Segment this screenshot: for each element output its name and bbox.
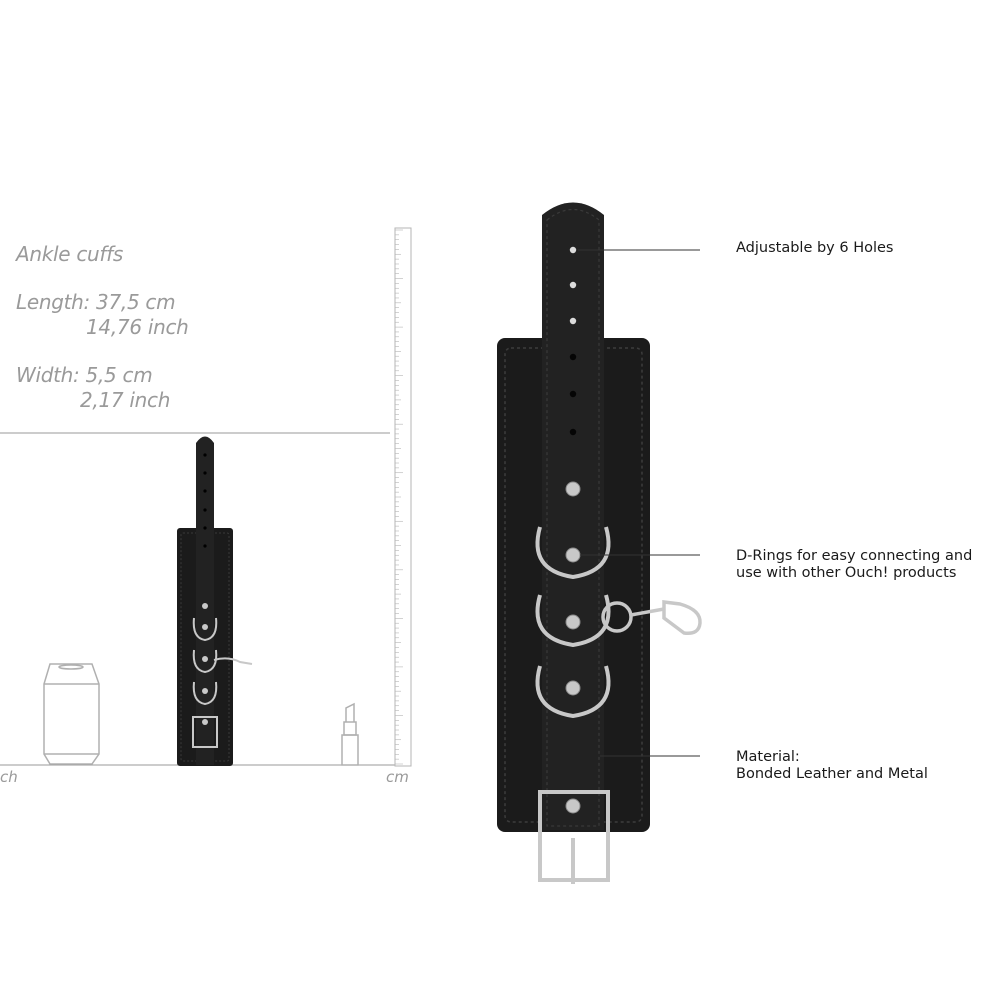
callout-material-line1: Material: <box>736 749 800 765</box>
length-inch: 14,76 inch <box>86 315 189 339</box>
large-cuff <box>497 203 700 885</box>
soda-can-icon <box>44 664 99 764</box>
callout-holes: Adjustable by 6 Holes <box>736 240 894 256</box>
callout-rings-line1: D-Rings for easy connecting and <box>736 548 973 564</box>
width-label: Width: 5,5 cm <box>16 363 153 387</box>
callout-material-line2: Bonded Leather and Metal <box>736 766 928 782</box>
lipstick-icon <box>342 704 358 765</box>
callout-rings-line2: use with other Ouch! products <box>736 565 957 581</box>
scale-unit-left: ch <box>0 768 18 786</box>
length-label: Length: 37,5 cm <box>16 290 176 314</box>
scale-unit-right: cm <box>386 768 409 786</box>
small-cuff <box>177 437 252 767</box>
width-inch: 2,17 inch <box>80 388 171 412</box>
product-title: Ankle cuffs <box>16 242 124 266</box>
ruler <box>395 228 411 766</box>
